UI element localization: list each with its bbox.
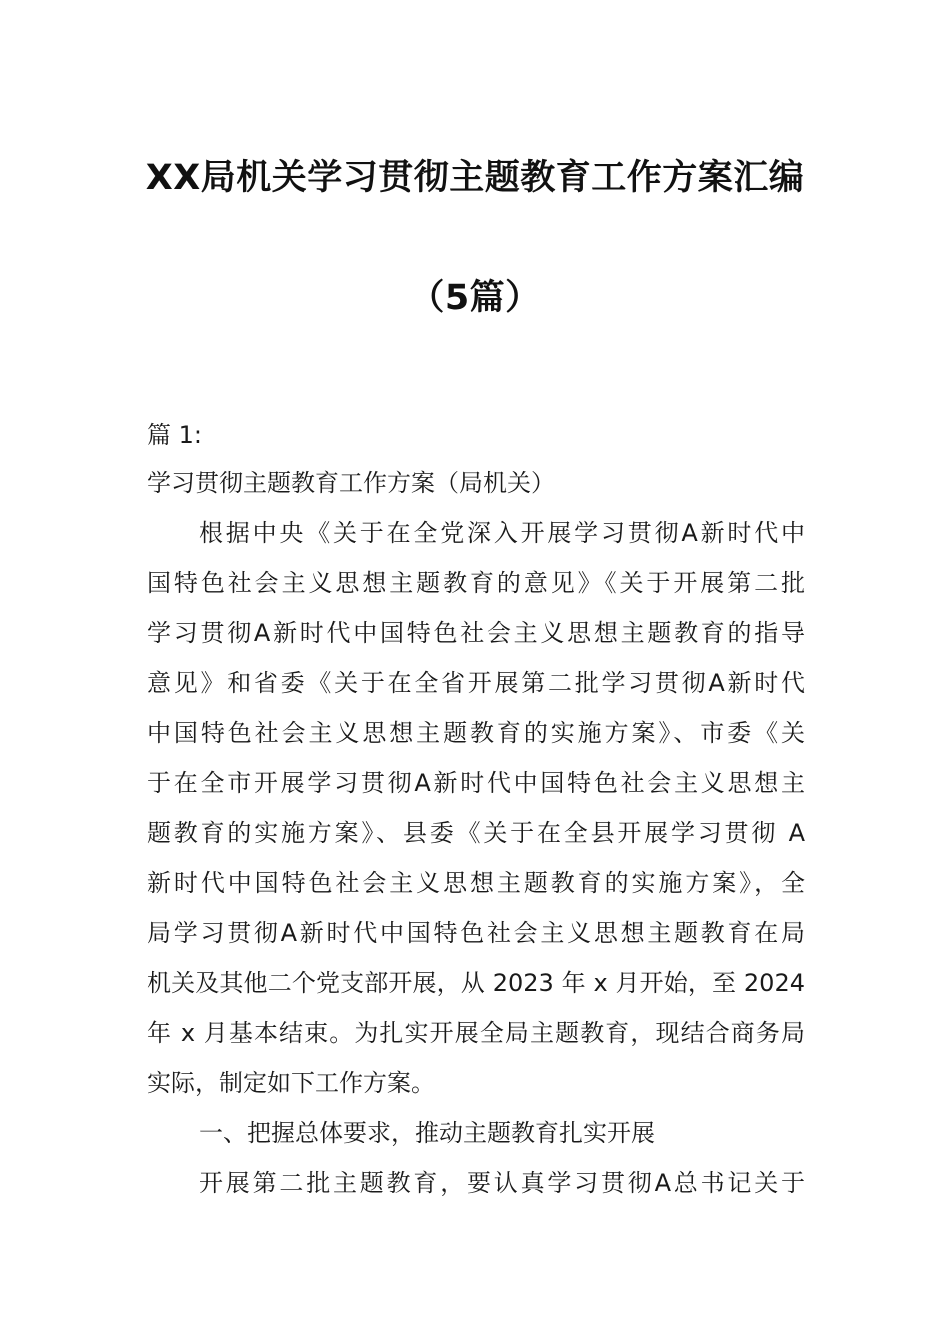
document-title: XX局机关学习贯彻主题教育工作方案汇编 bbox=[145, 158, 805, 198]
paragraph-line: 新时代中国特色社会主义思想主题教育的实施方案》，全 bbox=[147, 869, 805, 897]
paragraph-line: 年 x 月基本结束。为扎实开展全局主题教育，现结合商务局 bbox=[147, 1019, 805, 1047]
paragraph-line: 题教育的实施方案》、县委《关于在全县开展学习贯彻 A bbox=[147, 819, 805, 847]
paragraph-line: 于在全市开展学习贯彻A新时代中国特色社会主义思想主 bbox=[147, 769, 805, 797]
paragraph-line: 实际，制定如下工作方案。 bbox=[147, 1069, 435, 1097]
section-subtitle: 学习贯彻主题教育工作方案（局机关） bbox=[147, 469, 555, 497]
paragraph-line: 学习贯彻A新时代中国特色社会主义思想主题教育的指导 bbox=[147, 619, 805, 647]
paragraph-line: 意见》和省委《关于在全省开展第二批学习贯彻A新时代 bbox=[147, 669, 805, 697]
paragraph-line: 机关及其他二个党支部开展，从 2023 年 x 月开始，至 2024 bbox=[147, 969, 805, 997]
paragraph-line: 局学习贯彻A新时代中国特色社会主义思想主题教育在局 bbox=[147, 919, 805, 947]
document-title-count: （5篇） bbox=[409, 278, 541, 318]
paragraph-line: 国特色社会主义思想主题教育的意见》《关于开展第二批 bbox=[147, 569, 805, 597]
section-label: 篇 1: bbox=[147, 421, 202, 449]
paragraph-line: 根据中央《关于在全党深入开展学习贯彻A新时代中 bbox=[199, 519, 805, 547]
paragraph-line: 中国特色社会主义思想主题教育的实施方案》、市委《关 bbox=[147, 719, 805, 747]
section-heading: 一、把握总体要求，推动主题教育扎实开展 bbox=[199, 1119, 655, 1147]
paragraph-line: 开展第二批主题教育，要认真学习贯彻A总书记关于 bbox=[199, 1169, 805, 1197]
